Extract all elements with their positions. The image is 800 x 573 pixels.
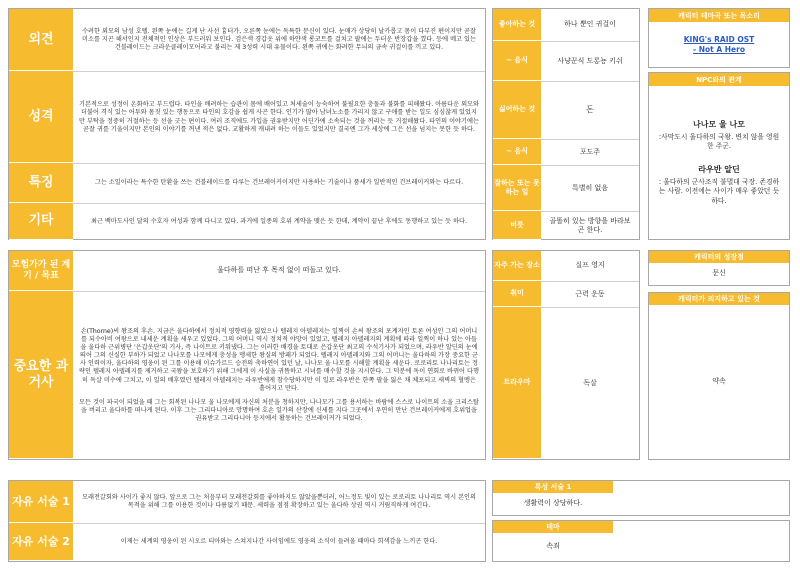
label-skill: 잘하는 또는 못하는 일 xyxy=(493,165,541,211)
label-features: 특징 xyxy=(9,163,73,203)
label-personality: 성격 xyxy=(9,71,73,163)
etc-text: 최근 백마도사인 달의 수호자 여성과 함께 다니고 있다. 과거에 일종의 호위 계약을 맺은 듯 한데, 계약이 끝난 후에도 동행하고 있는 듯 하다. xyxy=(91,217,467,225)
motive-text: 울다하를 떠난 후 목적 없이 떠돌고 있다. xyxy=(217,266,341,275)
reliance-header: 캐릭터가 의지하고 있는 것 xyxy=(649,293,789,305)
growth-header: 캐릭터의 성장점 xyxy=(649,251,789,263)
label-dislikes: 싫어하는 것 xyxy=(493,81,541,139)
npc-relations-panel xyxy=(648,72,790,240)
growth-panel xyxy=(648,250,790,286)
label-etc: 기타 xyxy=(9,203,73,240)
free-1-text: 모래전갈회와 사이가 좋지 않다. 앞으로 그는 처음부터 모래전갈회를 좋아하지도 않았을뿐더러, 어느정도 빛이 있는 로로리토 나나리토 역시 본인의 목적을 위해 그를 이용한 것이나 다름없기 때문. 세력을 점점 확장하고 있는 울다하 상권 역시 거림직하게 여긴다. xyxy=(81,493,477,509)
trait-value: 생활력이 상당하다. xyxy=(523,499,583,508)
habit-value: 골똘히 있는 방향을 바라보곤 한다. xyxy=(549,216,631,234)
preferences-panel xyxy=(492,8,640,240)
theme-keyword-header: 테마 xyxy=(493,521,613,533)
label-dislikes-food: ~ 음식 xyxy=(493,139,541,165)
theme-song-panel xyxy=(648,8,790,68)
label-habit: 버릇 xyxy=(493,211,541,240)
label-past: 중요한 과거사 xyxy=(9,291,73,459)
trait-header: 특성 서술 1 xyxy=(493,481,613,493)
npc-desc-2: : 울다하의 군사조직 불멸대 국장. 존경하는 사람. 이전에는 사이가 매우 좋았던 듯 하다. xyxy=(658,178,780,205)
label-trauma: 트라우마 xyxy=(493,307,541,459)
frequent-place-value: 실프 영지 xyxy=(575,261,605,270)
appearance-text: 수려한 외모의 남성 호텔. 왼쪽 눈에는 길게 난 사선 흉터가, 오른쪽 눈에는 독특한 문신이 있다. 눈매가 상당히 날카롭고 몸이 다부진 편이지만 곧잘 미소를 지곤 해서인지 전체적인 인상은 부드러워 보인다. 검은색 경갑옷 위에 하얀색 롱코트를 걸치고 팔에는 두터운 반장갑을 꼈다. 등에 메고 있는 건블레이드는 크라운클레이모어라고 불리는 제 3성력 시대 유물이다. 왼쪽 귀에는 화려한 무늬의 금속 귀걸이를 끼고 있다. xyxy=(82,27,476,52)
skill-value: 특별히 없음 xyxy=(571,183,609,192)
background-panel xyxy=(8,250,486,460)
label-free-2: 자유 서술 2 xyxy=(9,523,73,561)
npc-group-1 xyxy=(657,120,781,151)
npc-group-2 xyxy=(657,165,781,205)
features-text: 그는 소일이라는 특수한 탄환을 쓰는 건블레이드를 다루는 건브레이커이지만 사용하는 기술이나 품새가 일반적인 건브레이커와는 다르다. xyxy=(94,179,464,187)
theme-song-link[interactable]: KING's RAID OST - Not A Hero xyxy=(683,34,755,54)
reliance-value: 약속 xyxy=(712,377,726,386)
basic-info-panel xyxy=(8,8,486,240)
hobby-value: 근력 운동 xyxy=(575,289,605,298)
trait-panel xyxy=(492,480,790,516)
likes-food-value: 사냥꾼식 도롱뇽 키쉬 xyxy=(557,56,623,65)
free-2-text: 이제는 세계의 영웅이 된 시오르 티아와는 스쳐지나간 사이임에도 영웅의 소식이 들려올 때마다 희색감을 느끼곤 한다. xyxy=(120,538,438,546)
label-frequent-place: 자주 가는 장소 xyxy=(493,251,541,281)
past-paragraph-2: 모든 것이 파국이 되었을 때 그는 회복된 나나모 울 나모에게 자신의 처분을 청하지만, 나나모가 그를 용서하는 바람에 스스로 나이트의 소울 크리스탈을 버리고 울다하를 떠나게 된다. 이후 그는 그리다니아로 망명하여 호손 일가의 산장에 신세를 지다 그곳에서 우연히 만난 건브레이커에게 호위업을 권유받고 그리다니아 등지에서 활동하는 건브레이커가 되었다. xyxy=(79,398,479,422)
label-free-1: 자유 서술 1 xyxy=(9,481,73,523)
theme-song-header: 캐릭터 테마곡 또는 목소리 xyxy=(649,9,789,22)
theme-keyword-value: 속죄 xyxy=(546,542,560,551)
npc-name-2: 라우반 알딘 xyxy=(698,165,740,175)
past-paragraph-1: 손(Thorne)씨 왕조의 후손. 지금은 울다하에서 정치적 영향력을 잃었으나 텔레지 아델레지는 일찍이 손씨 왕조의 포계자인 토론 여성인 그의 어머니를 되수아비 여왕으로 내세운 계획을 세우고 있었다. 그의 어머니 역시 정치적 야망이 있었고, 텔레지 아델레지의 계획에 따라 일찍이 하나 있는 아들을 울다하 근위병단 '은갑옷단'의 기사, 즉 나이트로 키워냈다. 그는 이러한 배경을 토대로 은갑옷단 최고의 수석기사가 되었으며, 라우반 알딘의 눈에 띄어 그의 신실한 부하가 되었고 나나모를 나모에게 충성을 맹세한 왕실의 방패가 되었다. 텔레지 아델레지와 그의 어머니는 울다하의 가장 중요한 군사 인력이자, 울다하의 영웅이 된 그를 이용해 이슈가르드 승전의 축하연이 있던 날, 나나모 울 나모를 시해할 계획을 세운다. 로로리토 나나리토는 정략인 텔레지 아델레지를 제거하고 국왕을 보호하기 위해 그에게 이 사실을 귀뜸하고 시녀를 매수할 것을 지시한다. 그 덕분에 독이 연회로 바뀌어 다행히 독살 미수에 그치고, 이 일의 배후였던 텔레지 아델레지는 라우반에게 참수당하지만 이 일로 라우반은 한쪽 팔을 잃은 채 체포되고 새벽의 혈맹은 흩어지고 만다. xyxy=(79,328,479,392)
personality-text: 기본적으로 성정이 온화하고 부드럽다. 타인을 배려하는 습관이 몸에 배어있고 처세술이 능숙하여 불필요한 충돌과 불화를 피해왔다. 아름다운 외모와 더불어 격식 있는 어투와 몸짓 있는 행동으로 타인의 호감을 쉽게 사곤 한다. 인기가 많아 남녀노소를 가리지 않고 구애를 받는 일도 심심찮게 있었지만 부탁을 정중히 거절하는 등 선을 긋는 편이다. 여러 조직에도 가입을 권유받지만 어딘가에 소속되는 것을 꺼리는 듯 거절해왔다. 타인의 이야기에는 곧잘 귀를 기울이지만 본인의 이야기를 꺼낸 적은 없다. 교활하게 캐내려 하는 이들도 있었지만 결국엔 그가 세상에 그은 선을 넘지는 못한 듯 하다. xyxy=(79,101,480,133)
label-likes-food: ~ 음식 xyxy=(493,41,541,81)
label-hobby: 취미 xyxy=(493,281,541,307)
label-appearance: 외견 xyxy=(9,9,73,71)
label-likes: 좋아하는 것 xyxy=(493,9,541,41)
reliance-panel xyxy=(648,292,790,460)
growth-value: 문신 xyxy=(712,269,726,278)
trauma-value: 독살 xyxy=(583,378,597,387)
habits-panel xyxy=(492,250,640,460)
theme-keyword-panel xyxy=(492,520,790,562)
free-description-panel xyxy=(8,480,486,562)
label-motive: 모험가가 된 계기 / 목표 xyxy=(9,251,73,291)
npc-name-1: 나나모 울 나모 xyxy=(693,120,745,130)
dislikes-food-value: 포도주 xyxy=(579,147,601,156)
dislikes-value: 돈 xyxy=(586,105,594,115)
likes-value: 하나 뿐인 귀걸이 xyxy=(564,20,616,29)
npc-relations-header: NPC와의 관계 xyxy=(649,73,789,86)
npc-desc-1: :사막도시 울다하의 국왕. 변치 않을 영원한 주군. xyxy=(658,133,780,151)
